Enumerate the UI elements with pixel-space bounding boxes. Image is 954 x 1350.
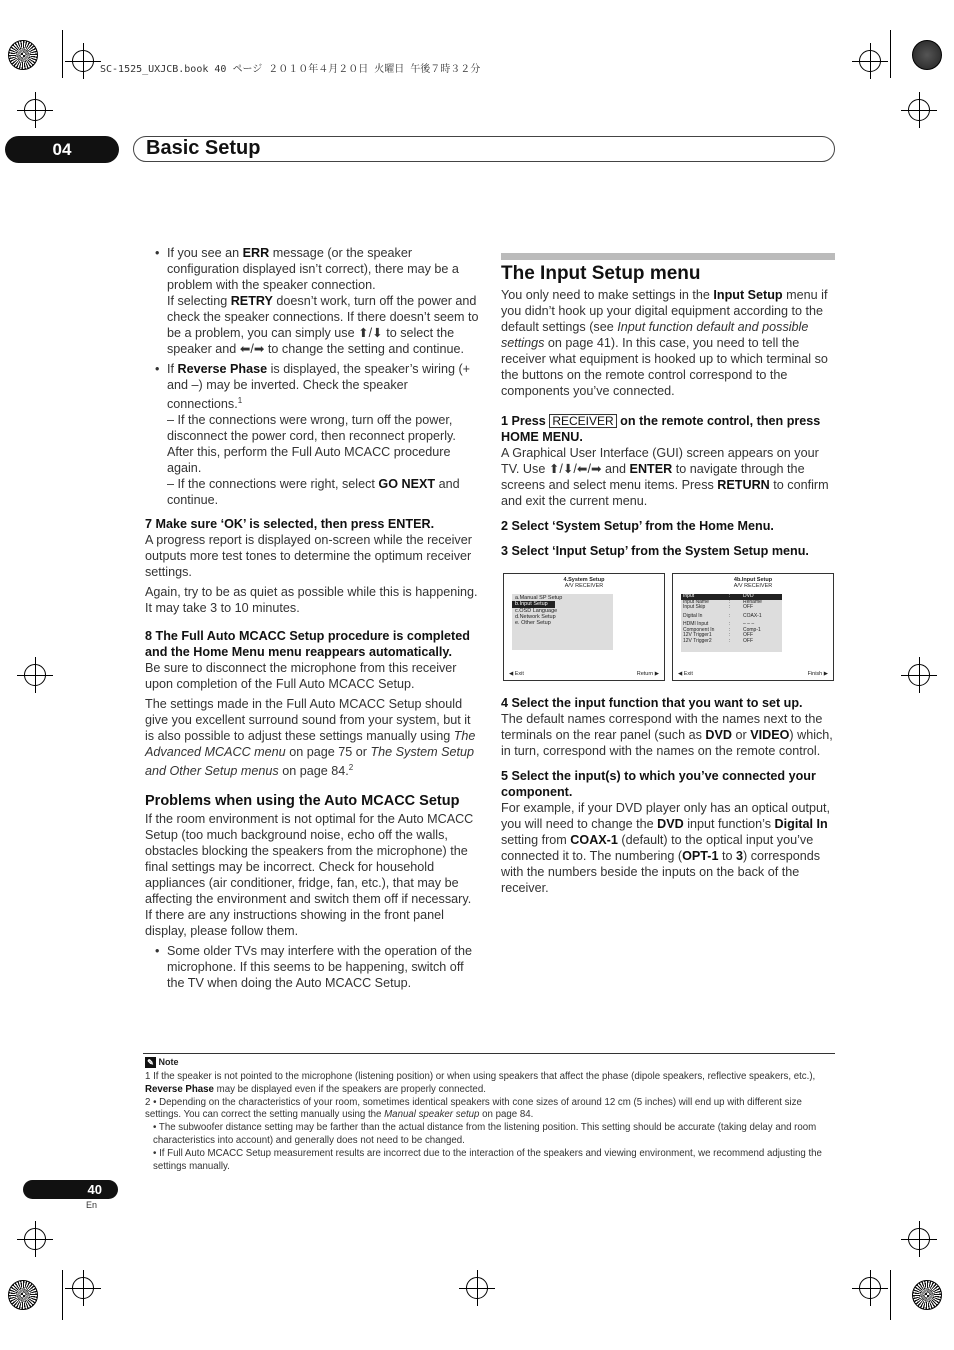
note-heading: ✎ Note xyxy=(145,1057,179,1068)
right-column-top xyxy=(501,287,835,563)
step-1-text: A Graphical User Interface (GUI) screen appears on your TV. Use ⬆/⬇/⬅/➡ and ENTER to navigate through the screens and select menu items. Press RETURN to confirm and exit the current menu. xyxy=(501,446,829,508)
registration-crosshair xyxy=(466,1277,488,1299)
return-hint: Return ▶ xyxy=(636,670,659,677)
screen-subtitle: A/V RECEIVER xyxy=(564,583,604,590)
color-registration-mark xyxy=(912,1280,942,1310)
bullet-reverse-phase: • If Reverse Phase is displayed, the speaker’s wiring (+ and –) may be inverted. Check the speaker connections.$^1$ – If the connections were wrong, turn off the power, disconnect the power cord, then reconnect properly. After this, perform the Full Auto MCACC procedure again. – If the connections were right, select GO NEXT and continue. xyxy=(145,361,479,508)
finish-hint: Finish ▶ xyxy=(807,670,828,677)
bullet-tv: • Some older TVs may interfere with the operation of the microphone. If this seems to be happening, switch off the TV when doing the Auto MCACC Setup. xyxy=(145,943,479,991)
book-file-info: SC-1525_UXJCB.book 40 ページ ２０１０年４月２０日 火曜日 午後７時３２分 xyxy=(100,64,481,75)
setting-row[interactable]: Digital In : COAX-1 xyxy=(683,613,762,620)
step-7-text-2: Again, try to be as quiet as possible while this is happening. It may take 3 to 10 minutes. xyxy=(145,585,478,616)
setting-row[interactable]: HDMI Input : – – – xyxy=(683,620,755,627)
notes-body xyxy=(145,1071,835,1173)
step-8: 8 The Full Auto MCACC Setup procedure is completed and the Home Menu menu reappears automatically. xyxy=(145,629,470,660)
step-4: 4 Select the input function that you want to set up. xyxy=(501,696,803,710)
step-8-text: Be sure to disconnect the microphone from this receiver upon completion of the Full Auto MCACC Setup. xyxy=(145,661,457,692)
system-setup-screen xyxy=(503,573,665,681)
registration-crosshair xyxy=(72,1277,94,1299)
chapter-number: 04 xyxy=(5,136,119,163)
registration-crosshair xyxy=(908,664,930,686)
chapter-title: Basic Setup xyxy=(146,137,261,159)
left-column xyxy=(145,245,479,991)
exit-hint: ◀ Exit xyxy=(509,670,524,677)
right-column-bottom xyxy=(501,695,835,900)
registration-crosshair xyxy=(24,1228,46,1250)
crop-mark xyxy=(62,30,63,78)
screen-subtitle: A/V RECEIVER xyxy=(733,583,773,590)
intro-text: You only need to make settings in the Input Setup menu if you didn’t hook up your digital equipment according to the default settings (see Input function default and possible settings on page 41). In this case, you need to tell the receiver what equipment is hooked up to which terminal so the buttons on the remote control correspond to the components you’ve connected. xyxy=(501,288,828,398)
return-icon: ▶ xyxy=(654,670,659,677)
screen-title: 4b.Input Setup xyxy=(733,577,773,583)
note-2: 2 • Depending on the characteristics of your room, sometimes identical speakers with cone sizes of around 12 cm (5 inches) will end up with different size settings. You can correct the setting manually using the Manual speaker setup on page 84. xyxy=(145,1096,802,1121)
step-5: 5 Select the input(s) to which you’ve connected your component. xyxy=(501,769,816,799)
step-7-text: A progress report is displayed on-screen while the receiver outputs more test tones to determine the optimum receiver settings. xyxy=(145,533,472,580)
setting-row[interactable]: 12V Trigger1 : OFF xyxy=(683,632,753,639)
exit-hint: ◀ Exit xyxy=(678,670,693,677)
exit-icon: ◀ xyxy=(509,670,514,677)
step-4-text: The default names correspond with the names next to the terminals on the rear panel (such as DVD or VIDEO) which, in turn, correspond with the names on the remote control. xyxy=(501,712,833,758)
note-icon: ✎ xyxy=(145,1057,156,1068)
menu-item[interactable]: e. Other Setup xyxy=(515,620,551,627)
registration-crosshair xyxy=(24,99,46,121)
finish-icon: ▶ xyxy=(823,670,828,677)
step-5-text: For example, if your DVD player only has an optical output, you will need to change the DVD input function’s Digital In setting from COAX-1 (default) to the optical input you’ve connected it to. The numbering (OPT-1 to 3) corresponds with the numbers beside the inputs on the back of the receiver. xyxy=(501,801,830,895)
registration-crosshair xyxy=(908,1228,930,1250)
note-4: • If Full Auto MCACC Setup measurement results are incorrect due to the interaction of the speakers and viewing environment, we recommend adjusting the settings manually. xyxy=(153,1147,822,1172)
settings-panel xyxy=(681,594,782,652)
step-1: 1 Press RECEIVER on the remote control, then press HOME MENU. xyxy=(501,414,821,444)
note-3: • The subwoofer distance setting may be farther than the actual distance from the listening position. This setting should be accurate (taking delay and room characteristics into account) and generally does not need to be changed. xyxy=(153,1122,817,1146)
bullet-err: • If you see an ERR message (or the speaker configuration displayed isn’t correct), there may be a problem with the speaker connection. If selecting RETRY doesn’t work, turn off the power and check the speaker connections. If there doesn’t seem to be a problem, you can simply use ⬆/⬇ to select the speaker and ⬅/➡ to change the setting and continue. xyxy=(145,245,479,357)
note-divider xyxy=(143,1053,835,1054)
setting-row[interactable]: Component In : Comp-1 xyxy=(683,626,761,633)
color-registration-mark xyxy=(8,40,38,70)
section-title: The Input Setup menu xyxy=(501,263,701,284)
exit-icon: ◀ xyxy=(678,670,683,677)
screen-title: 4.System Setup xyxy=(563,577,605,583)
step-8-text-2: The settings made in the Full Auto MCACC Setup should give you excellent surround sound from your system, but it is also possible to adjust these settings manually using The Advanced MCACC menu on page 75 or The System Setup and Other Setup menus on page 84.$^2$ xyxy=(145,697,476,779)
setting-row[interactable]: Input Skip : OFF xyxy=(683,604,753,611)
crop-mark xyxy=(890,1270,891,1320)
crop-mark xyxy=(62,1270,63,1320)
registration-crosshair xyxy=(859,50,881,72)
registration-crosshair xyxy=(908,99,930,121)
setting-row[interactable]: Input Name : Rename xyxy=(683,598,762,605)
problems-text: If the room environment is not optimal for the Auto MCACC Setup (too much background noise, echo off the walls, obstacles blocking the speakers from the microphone) the final settings may be incorrect. Check for household appliances (air conditioner, fridge, fan, etc.), that may be affecting the environment and switch them off if necessary. If there are any instructions showing in the front panel display, please follow them. xyxy=(145,812,474,939)
page-number: 40 xyxy=(23,1180,118,1199)
step-2: 2 Select ‘System Setup’ from the Home Menu. xyxy=(501,519,774,533)
step-7: 7 Make sure ‘OK’ is selected, then press ENTER. xyxy=(145,517,435,532)
registration-crosshair xyxy=(24,664,46,686)
menu-item[interactable]: c.OSD Language xyxy=(515,607,558,614)
menu-panel xyxy=(512,594,613,650)
registration-crosshair xyxy=(859,1277,881,1299)
section-heading-problems: Problems when using the Auto MCACC Setup xyxy=(145,793,460,810)
menu-item-selected[interactable]: b.Input Setup xyxy=(512,601,555,607)
menu-item[interactable]: d.Network Setup xyxy=(515,613,556,620)
step-3: 3 Select ‘Input Setup’ from the System Setup menu. xyxy=(501,544,809,558)
color-registration-mark xyxy=(8,1280,38,1310)
language-label: En xyxy=(86,1200,98,1210)
receiver-button-label: RECEIVER xyxy=(549,414,616,428)
note-1: 1 If the speaker is not pointed to the microphone (listening position) or when using speakers that affect the phase (dipole speakers, reflective speakers, etc.), Reverse Phase may be displayed even if the speakers are properly connected. xyxy=(145,1071,816,1095)
setting-row-input[interactable]: Input : DVD xyxy=(681,594,782,600)
setting-row[interactable]: 12V Trigger2 : OFF xyxy=(683,637,753,644)
color-registration-mark xyxy=(912,40,942,70)
section-bar xyxy=(501,253,835,260)
input-setup-screen xyxy=(672,573,834,681)
menu-item[interactable]: a.Manual SP Setup xyxy=(515,595,563,601)
crop-mark xyxy=(890,30,891,78)
registration-crosshair xyxy=(72,50,94,72)
